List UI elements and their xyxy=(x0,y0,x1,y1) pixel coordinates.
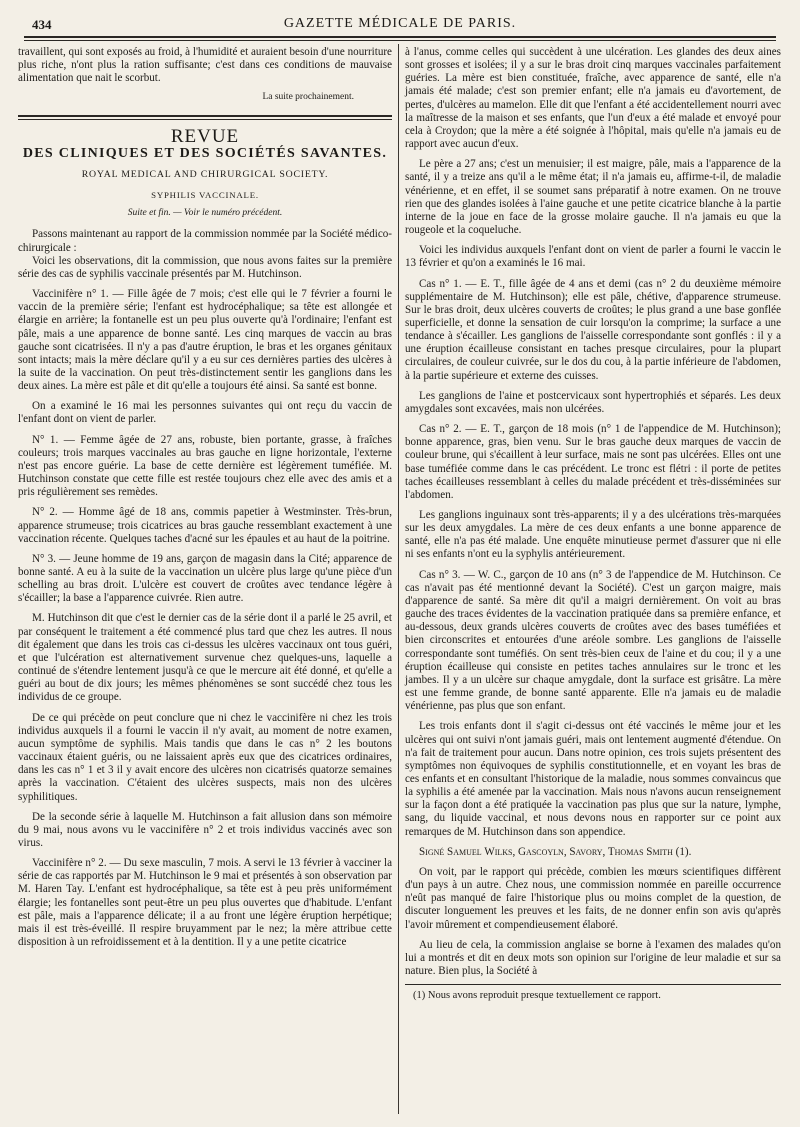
paragraph: N° 2. — Homme âgé de 18 ans, commis papetier à Westminster. Très-brun, apparence strumeuse; trois cicatrices au bras gauche ressemblant exactement à une vaccination récente. Quelques taches d'acné sur les épaules et au haut de la poitrine. xyxy=(18,506,392,545)
paragraph: travaillent, qui sont exposés au froid, à l'humidité et auraient besoin d'une nourriture plus riche, n'ont plus la ration suffisante; c'est dans ces conditions de mauvaise alimentation que nait le scorbut. xyxy=(18,46,392,85)
paragraph: Les ganglions inguinaux sont très-apparents; il y a des ulcérations très-marquées sur les deux amygdales. La mère de ces deux enfants a une bonne apparence de santé, elle n'a pas été malade. Une enquête minutieuse permet d'assurer que ni elle ni ses enfants n'ont eu la syphylis antérieurement. xyxy=(405,509,781,561)
header-rule xyxy=(24,36,776,38)
left-column xyxy=(18,46,392,949)
paragraph: Vaccinifère n° 1. — Fille âgée de 7 mois; c'est elle qui le 7 février a fourni le vaccin de la première série; l'enfant est hydrocéphalique; sa tête est allongée et élargie en arrière; la fontanelle est un peu plus ouverte qu'à l'ordinaire; l'enfant est pâle, mais a une apparence de bonne santé. Les cinq marques de vaccin au bras gauche sont cicatrisées. Il n'y a pas d'autre éruption, le bras et les organes génitaux sont intacts; mais la mère déclare qu'il y a eu sur ces dernières parties des ulcères à la suite de la vaccination. On peut très-distinctement sentir les ganglions dans les deux aines. La mère est pâle et dit qu'elle a toujours été ainsi. Sa santé est bonne. xyxy=(18,288,392,393)
paragraph: On voit, par le rapport qui précède, combien les mœurs scientifiques diffèrent d'un pays à un autre. Chez nous, une commission nommée en pareille occurrence n'eût pas manqué de faire l'historique plus ou moins complet de la question, de discuter longuement les preuves et les faits, de ne donner enfin son avis qu'après l'avoir mûrement et compendieusement élaboré. xyxy=(405,865,781,931)
journal-title: GAZETTE MÉDICALE DE PARIS. xyxy=(283,16,517,31)
paragraph: Vaccinifère n° 2. — Du sexe masculin, 7 mois. A servi le 13 février à vacciner la série de cas rapportés par M. Hutchinson le 9 mai et présentés à son observation par M. Haren Tay. L'enfant est hydrocéphalique, sa tête est à peu près uniformément élargie; les fontanelles sont peut-être un peu plus ouvertes que d'habitude. L'enfant est pâle, mais a l'apparence délicate; il a au front une légère éruption herpétique; mais il est très-éveillé. Il respire bruyamment par le nez; la mère attribue cette disposition à un refroidissement et à la dentition. Il y a une petite cicatrice xyxy=(18,857,392,949)
section-rule-thin xyxy=(18,119,392,120)
paragraph: De la seconde série à laquelle M. Hutchinson a fait allusion dans son mémoire du 9 mai, nous avons vu le vaccinifère n° 2 et trois individus vaccinés avec son virus. xyxy=(18,810,392,849)
paragraph: Voici les individus auxquels l'enfant dont on vient de parler a fourni le vaccin le 13 février et qu'on a examinés le 16 mai. xyxy=(405,244,781,270)
paragraph: Voici les observations, dit la commission, que nous avons faites sur la première série des cas de syphilis vaccinale présentés par M. Hutchinson. xyxy=(18,254,392,280)
paragraph: De ce qui précède on peut conclure que ni chez le vaccinifère ni chez les trois individus auxquels il a fourni le vaccin il n'y avait, au moment de notre examen, aucun symptôme de syphilis. Mais tandis que dans le cas n° 2 les boutons vaccinaux étaient guéris, ou ne laissaient après eux que des cicatrices ordinaires, dans les cas n° 1 et 3 il y avait encore des ulcères non cicatrisés quatorze semaines après la vaccination. C'étaient des ulcères suspects, mais non des ulcères syphilitiques. xyxy=(18,711,392,803)
paragraph: Cas n° 1. — E. T., fille âgée de 4 ans et demi (cas n° 2 du deuxième mémoire supplémentaire de M. Hutchinson); elle est pâle, chétive, d'apparence strumeuse. Sur le bras droit, deux ulcères couverts de croûtes; le plus grand a une base gonflée superficielle, et donne la sensation de cuir lorsqu'on la comprime; la surface a une tendance à s'écailler. Les ganglions de l'aisselle correspondante sont gonflés : il y a une éruption écailleuse consistant en taches presque circulaires, pour la plupart circulaires, de couleur cuivrée, sur le dos du cou, à la partie inférieure de l'abdomen, à la partie supérieure et externe des cuisses. xyxy=(405,277,781,382)
paragraph: Les trois enfants dont il s'agit ci-dessus ont été vaccinés le même jour et les ulcères qui ont suivi n'ont jamais guéri, mais ont lentement augmenté d'étendue. On n'a fait de traitement pour aucun. Dans notre opinion, ces trois sujets présentent des symptômes non équivoques de syphilis constitutionnelle, et en voyant les bras de ces enfants et en consultant l'historique de la maladie, nous sommes convaincus que la syphilis a été amenée par la vaccination. Mais nous n'avons aucun renseignement sur la façon dont a été pratiquée la vaccination pas plus que sur la nature, lymphe, sang, du liquide vaccinal, et nous devons nous en rapporter sur ce point aux remarques de M. Hutchinson dans son appendice. xyxy=(405,720,781,838)
paragraph: N° 3. — Jeune homme de 19 ans, garçon de magasin dans la Cité; apparence de bonne santé. A eu à la suite de la vaccination un ulcère plus large qu'une pièce d'un schelling au bras droit. L'ulcère est couvert de croûtes avec tendance légère à s'écailler; la base a l'apparence cuivrée. Rien autre. xyxy=(18,552,392,605)
article-subject: SYPHILIS VACCINALE. xyxy=(151,190,259,201)
header-rule-thin xyxy=(24,40,776,41)
paragraph: Les ganglions de l'aine et postcervicaux sont hypertrophiés et séparés. Les deux amygdales sont excavées, mais non ulcérées. xyxy=(405,389,781,415)
footnote-rule xyxy=(405,984,781,985)
paragraph: Au lieu de cela, la commission anglaise se borne à l'examen des malades qu'on lui a montrés et dit en deux mots son opinion sur l'origine de leur maladie et sur sa nature. Bien plus, la Société à xyxy=(405,938,781,977)
column-divider xyxy=(398,44,399,1114)
paragraph: Cas n° 2. — E. T., garçon de 18 mois (n° 1 de l'appendice de M. Hutchinson); bonne apparence, gras, bien venu. Sur le bras gauche deux marques de vaccin de couleur brune, qui s'écaillent à leur surface, mais ne sont pas ulcérées. Elles ont une base tuméfiée comme dans le cas précédent. Le tronc est flétri : il porte de petites taches écailleuses ressemblant à celles du malade précédent et très-disséminées sur l'abdomen. xyxy=(405,423,781,501)
right-column xyxy=(405,46,781,1002)
paragraph: On a examiné le 16 mai les personnes suivantes qui ont reçu du vaccin de l'enfant dont on vient de parler. xyxy=(18,400,392,426)
page-number: 434 xyxy=(32,17,52,32)
article-continuation-note: Suite et fin. — Voir le numéro précédent. xyxy=(127,208,283,219)
society-heading: ROYAL MEDICAL AND CHIRURGICAL SOCIETY. xyxy=(81,168,329,180)
paragraph: N° 1. — Femme âgée de 27 ans, robuste, bien portante, grasse, à fraîches couleurs; trois marques vaccinales au bras gauche en ligne horizontale, l'externe n'est pas encore guérie. La base de cette dernière est légèrement tuméfiée. M. Hutchinson constate que cette fille est restée toujours chez elle avec des amis et a pris régulièrement ses remèdes. xyxy=(18,433,392,499)
paragraph: M. Hutchinson dit que c'est le dernier cas de la série dont il a parlé le 25 avril, et par conséquent le traitement a été commencé plus tard que chez les autres. Il nous dit également que dans les trois cas ci-dessus les ulcères vaccinaux ont tous guéri, et que l'ulcération est alternativement survenue chez quelques-uns, laquelle a continué de s'étendre lentement jusqu'à ce que le mercure ait été donné, et qu'elle a guéri au bout de dix jours; les mêmes phénomènes se sont succédé chez tous les individus de ce groupe. xyxy=(18,612,392,704)
section-title: REVUE xyxy=(170,125,240,147)
paragraph: à l'anus, comme celles qui succèdent à une ulcération. Les glandes des deux aines sont grosses et isolées; il y a sur le bras droit cinq marques vaccinales parfaitement guéries. La mère est bien constituée, fraîche, avec apparence de santé, elle n'a jamais été malade; c'est son premier enfant; elle n'a jamais eu d'avortement, de pertes, d'ulcères au mamelon. Elle dit que l'enfant a été accidentellement nourri avec la maîtresse de la maison et ses enfants, que l'un d'eux a été malade et envoyé pour cela à Croydon; que la mère a été soignée à l'hôpital, mais qu'elle n'a jamais eu de rapport avec aucun d'eux. xyxy=(405,46,781,151)
continued-note: La suite prochainement. xyxy=(262,92,354,103)
paragraph: Le père a 27 ans; c'est un menuisier; il est maigre, pâle, mais a l'apparence de la santé, il y a treize ans qu'il a le même état; il n'a jamais eu, affirme-t-il, de maladie vénérienne, et en effet, il se soumet sans préparatif à notre examen. On ne trouve rien que des glandes isolées à l'aine gauche et une petite cicatrice blanche à la partie interne de la joue en face de la grosse molaire gauche. Il n'a jamais eu que la rougeole et la coqueluche. xyxy=(405,158,781,237)
section-rule xyxy=(18,115,392,117)
footnote: (1) Nous avons reproduit presque textuellement ce rapport. xyxy=(413,990,661,1002)
signature-line: Signé Samuel Wilks, Gascoyln, Savory, Thomas Smith (1). xyxy=(419,845,692,858)
page-header xyxy=(24,14,776,36)
paragraph: Passons maintenant au rapport de la commission nommée par la Société médico-chirurgicale : xyxy=(18,228,392,254)
section-subtitle: DES CLINIQUES ET DES SOCIÉTÉS SAVANTES. xyxy=(22,145,388,161)
paragraph: Cas n° 3. — W. C., garçon de 10 ans (n° 3 de l'appendice de M. Hutchinson. Ce cas n'avait pas été mentionné devant la Société). C'est un garçon maigre, mais d'apparence de santé. Sa mère dit qu'il a maigri dernièrement. On voit au bras gauche des traces évidentes de la vaccination pratiquée dans sa première enfance, et au-dessous, deux grands ulcères couverts de croûtes avec des bases tuméfiées et bien circonscrites et entourées d'une aréole sombre. Les ganglions de l'aisselle correspondante sont tuméfiés. On sent très-bien ceux de l'aine et du cou; il y a une éruption écailleuse qui consiste en petites taches annulaires sur le tronc et les jambes. Il y a un ulcère sur chaque amygdale, dont la surface est grisâtre. La mère est une femme grande, de bonne santé apparente. Elle n'a jamais eu de maladie vénérienne, pas plus que son enfant. xyxy=(405,568,781,713)
